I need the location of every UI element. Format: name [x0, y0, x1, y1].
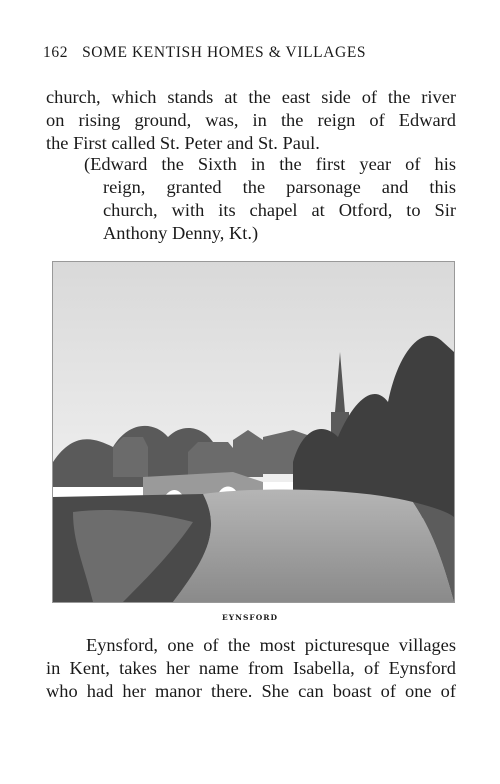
text-line: Eynsford, one of the most picturesque villages — [86, 635, 456, 655]
paragraph-church — [46, 86, 456, 155]
paragraph-edward-sixth — [84, 153, 456, 245]
running-title: SOME KENTISH HOMES & VILLAGES — [82, 44, 367, 61]
paragraph-eynsford — [46, 634, 456, 703]
eynsford-photograph — [52, 261, 455, 603]
text-line: Anthony Denny, Kt.) — [103, 223, 259, 243]
text-line: the First called St. Peter and St. Paul. — [46, 133, 320, 153]
text-line: church, which stands at the east side of the river — [46, 87, 456, 107]
text-line: (Edward the Sixth in the first year of his — [84, 154, 456, 174]
text-line: reign, granted the parsonage and this — [103, 177, 456, 197]
text-line: on rising ground, was, in the reign of Edward — [46, 110, 456, 130]
running-header — [43, 44, 463, 62]
text-line: who had her manor there. She can boast of one of — [46, 681, 456, 701]
text-line: church, with its chapel at Otford, to Sir — [103, 200, 456, 220]
page-number: 162 — [43, 44, 69, 61]
river — [173, 489, 454, 602]
text-line: in Kent, takes her name from Isabella, of Eynsford — [46, 658, 456, 678]
figure-caption: EYNSFORD — [222, 613, 278, 622]
